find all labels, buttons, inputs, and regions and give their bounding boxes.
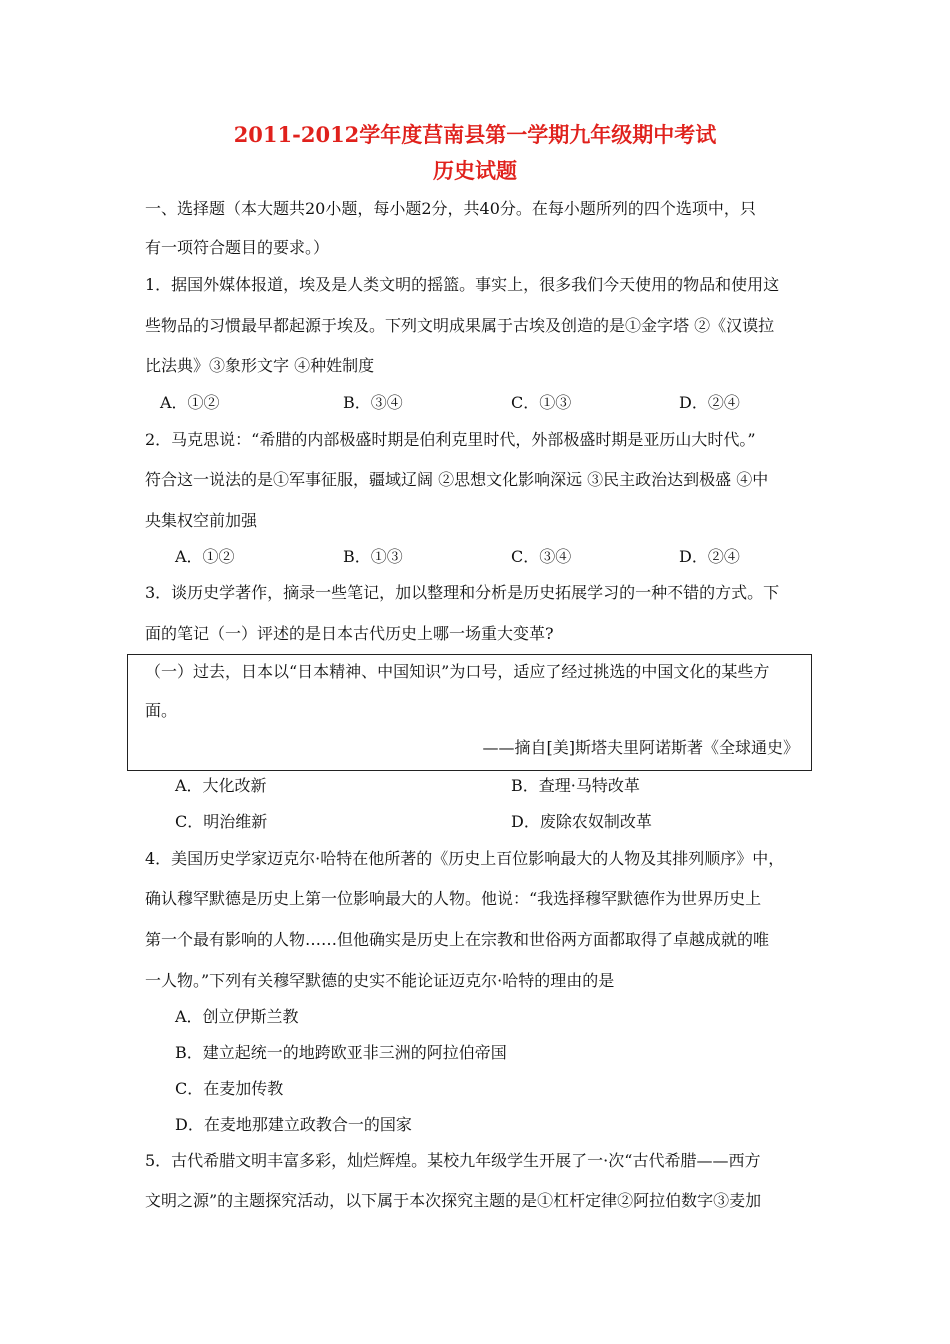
q5-text-line1: 5．古代希腊文明丰富多彩，灿烂辉煌。某校九年级学生开展了一·次“古代希腊——西方 [145, 1151, 761, 1170]
q1-text-line1: 1．据国外媒体报道，埃及是人类文明的摇篮。事实上，很多我们今天使用的物品和使用这 [145, 275, 780, 294]
section-instructions-line2: 有一项符合题目的要求。） [145, 238, 330, 257]
q2-option-a[interactable]: A．①② [175, 547, 235, 566]
q4-option-d[interactable]: D．在麦地那建立政教合一的国家 [175, 1115, 412, 1134]
q1-text-line2: 些物品的习惯最早都起源于埃及。下列文明成果属于古埃及创造的是①金字塔 ②《汉谟拉 [145, 316, 775, 335]
q4-option-b[interactable]: B．建立起统一的地跨欧亚非三洲的阿拉伯帝国 [175, 1043, 507, 1062]
q2-text-line3: 央集权空前加强 [145, 511, 258, 530]
page-title: 2011-2012学年度莒南县第一学期九年级期中考试 [233, 122, 717, 147]
q4-text-line4: 一人物。”下列有关穆罕默德的史实不能论证迈克尔·哈特的理由的是 [145, 971, 615, 990]
q5-text-line2: 文明之源”的主题探究活动，以下属于本次探究主题的是①杠杆定律②阿拉伯数字③麦加 [145, 1191, 762, 1210]
q2-text-line1: 2．马克思说：“希腊的内部极盛时期是伯利克里时代，外部极盛时期是亚历山大时代。” [145, 430, 756, 449]
q1-option-b[interactable]: B．③④ [343, 393, 403, 412]
q2-option-b[interactable]: B．①③ [343, 547, 403, 566]
q1-option-a[interactable]: A．①② [160, 393, 220, 412]
q3-option-c[interactable]: C．明治维新 [175, 812, 268, 831]
page-subtitle: 历史试题 [433, 158, 517, 183]
q2-text-line2: 符合这一说法的是①军事征服，疆域辽阔 ②思想文化影响深远 ③民主政治达到极盛 ④中 [145, 470, 769, 489]
q2-option-d[interactable]: D．②④ [679, 547, 740, 566]
q4-option-c[interactable]: C．在麦加传教 [175, 1079, 284, 1098]
q3-text-line2: 面的笔记（一）评述的是日本古代历史上哪一场重大变革? [145, 624, 554, 643]
q4-text-line1: 4．美国历史学家迈克尔·哈特在他所著的《历史上百位影响最大的人物及其排列顺序》中， [145, 849, 785, 868]
q3-quote-source: ——摘自[美]斯塔夫里阿诺斯著《全球通史》 [482, 738, 799, 757]
section-instructions-line1: 一、选择题（本大题共20小题，每小题2分，共40分。在每小题所列的四个选项中，只 [145, 199, 756, 218]
q4-text-line3: 第一个最有影响的人物……但他确实是历史上在宗教和世俗两方面都取得了卓越成就的唯 [145, 930, 770, 949]
q3-text-line1: 3．谈历史学著作，摘录一些笔记，加以整理和分析是历史拓展学习的一种不错的方式。下 [145, 583, 780, 602]
q4-text-line2: 确认穆罕默德是历史上第一位影响最大的人物。他说：“我选择穆罕默德作为世界历史上 [145, 889, 762, 908]
q3-quote-line2: 面。 [145, 701, 178, 720]
q3-option-b[interactable]: B．查理·马特改革 [511, 776, 640, 795]
q3-option-a[interactable]: A．大化改新 [175, 776, 267, 795]
q2-option-c[interactable]: C．③④ [511, 547, 572, 566]
q1-option-d[interactable]: D．②④ [679, 393, 740, 412]
q3-option-d[interactable]: D．废除农奴制改革 [511, 812, 652, 831]
q3-quote-box [127, 654, 812, 771]
q3-quote-line1: （一）过去，日本以“日本精神、中国知识”为口号，适应了经过挑选的中国文化的某些方 [145, 662, 770, 681]
q4-option-a[interactable]: A．创立伊斯兰教 [175, 1007, 299, 1026]
q1-text-line3: 比法典》③象形文字 ④种姓制度 [145, 356, 375, 375]
q1-option-c[interactable]: C．①③ [511, 393, 572, 412]
